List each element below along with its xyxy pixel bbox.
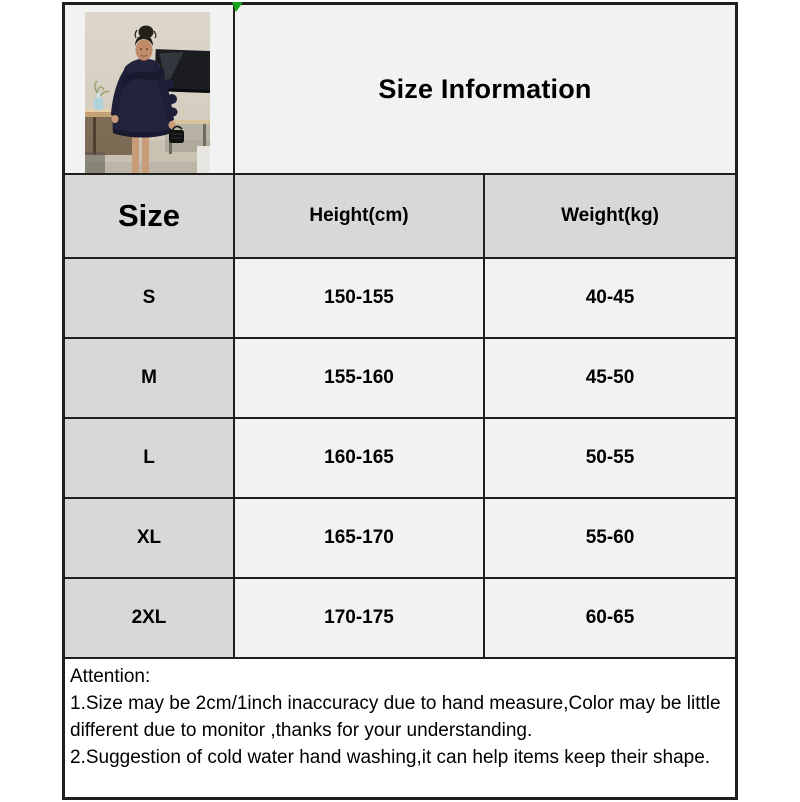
size-cell-l: L <box>65 419 235 499</box>
attention-line-2: different due to monitor ,thanks for your understanding. <box>70 720 533 741</box>
attention-line-3: 2.Suggestion of cold water hand washing,it can help items keep their shape. <box>70 747 711 768</box>
height-cell-2xl: 170-175 <box>235 579 485 659</box>
weight-cell-2xl: 60-65 <box>485 579 735 659</box>
attention-heading: Attention: <box>70 666 151 687</box>
attention-line-1: 1.Size may be 2cm/1inch inaccuracy due to hand measure,Color may be little <box>70 693 721 714</box>
size-cell-s: S <box>65 259 235 339</box>
height-cell-m: 155-160 <box>235 339 485 419</box>
size-cell-xl: XL <box>65 499 235 579</box>
product-photo <box>85 12 210 173</box>
size-info-sheet <box>62 2 738 800</box>
size-table <box>62 2 738 800</box>
size-cell-2xl: 2XL <box>65 579 235 659</box>
page-title: Size Information <box>235 5 735 175</box>
height-cell-xl: 165-170 <box>235 499 485 579</box>
green-corner-marker-icon <box>232 2 243 12</box>
product-photo-cell <box>65 5 235 175</box>
column-header-height: Height(cm) <box>235 175 485 259</box>
attention-note <box>65 659 735 797</box>
weight-cell-s: 40-45 <box>485 259 735 339</box>
weight-cell-xl: 55-60 <box>485 499 735 579</box>
height-cell-l: 160-165 <box>235 419 485 499</box>
height-cell-s: 150-155 <box>235 259 485 339</box>
size-cell-m: M <box>65 339 235 419</box>
weight-cell-m: 45-50 <box>485 339 735 419</box>
column-header-weight: Weight(kg) <box>485 175 735 259</box>
weight-cell-l: 50-55 <box>485 419 735 499</box>
column-header-size: Size <box>65 175 235 259</box>
